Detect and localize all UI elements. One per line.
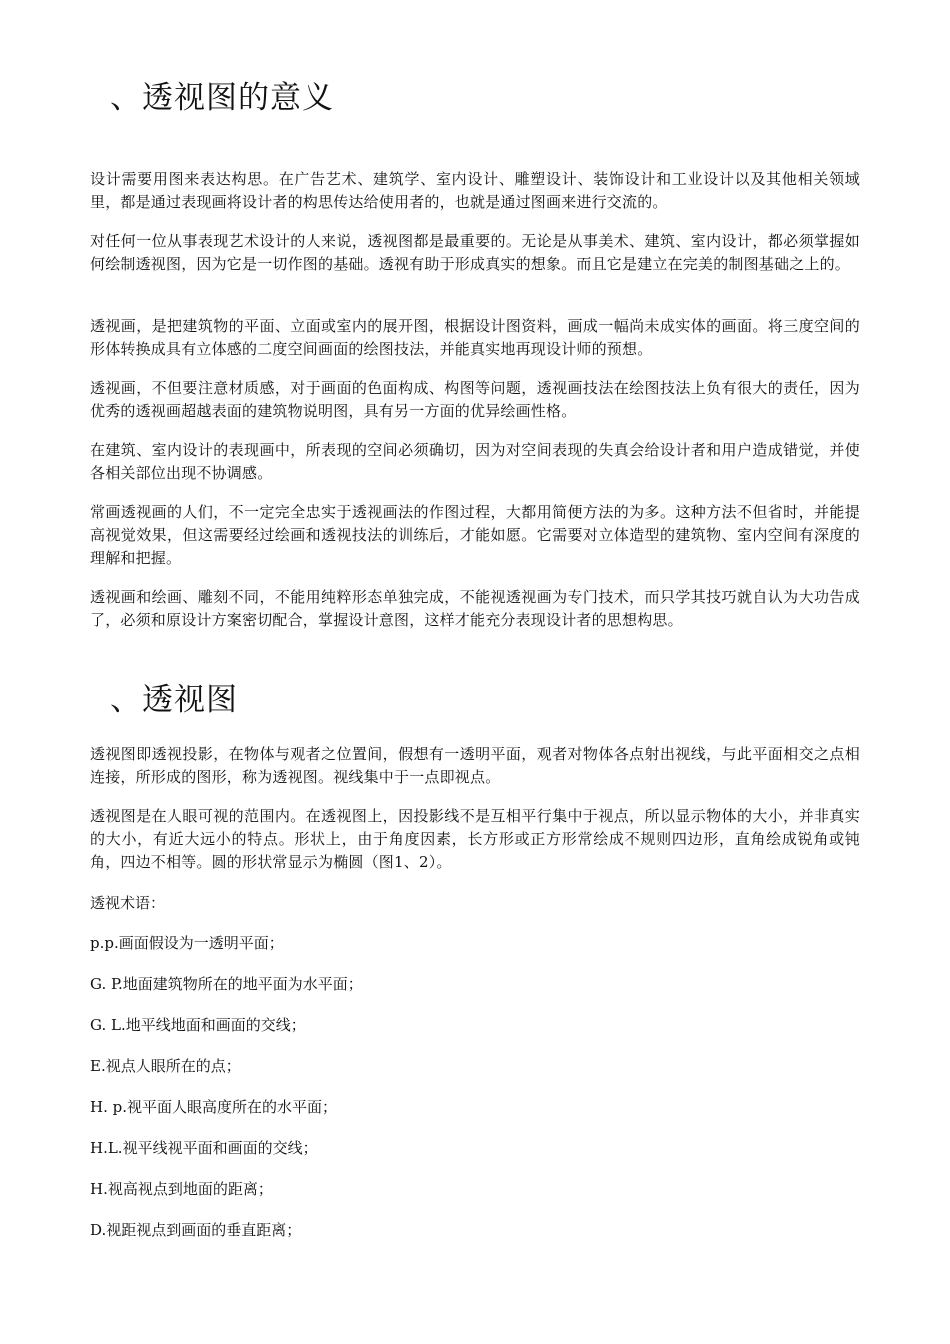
section-heading-meaning: 、透视图的意义 <box>110 80 334 116</box>
paragraph: 设计需要用图来表达构思。在广告艺术、建筑学、室内设计、雕塑设计、装饰设计和工业设计以及其他相关领域里，都是通过表现画将设计者的构思传达给使用者的，也就是通过图画来进行交流的。 <box>90 170 860 211</box>
paragraph: 透视图即透视投影，在物体与观者之位置间，假想有一透明平面，观者对物体各点射出视线，与此平面相交之点相连接，所形成的图形，称为透视图。视线集中于一点即视点。 <box>90 745 860 786</box>
paragraph: 透视画和绘画、雕刻不同，不能用纯粹形态单独完成，不能视透视画为专门技术，而只学其技巧就自认为大功告成了，必须和原设计方案密切配合，掌握设计意图，这样才能充分表现设计者的思想构思。 <box>90 588 860 629</box>
section-heading-perspective: 、透视图 <box>110 682 238 718</box>
term-item: G. P.地面建筑物所在的地平面为水平面； <box>90 975 363 993</box>
paragraph: 在建筑、室内设计的表现画中，所表现的空间必须确切，因为对空间表现的失真会给设计者和用户造成错觉，并使各相关部位出现不协调感。 <box>90 441 860 482</box>
term-item: H.视高视点到地面的距离； <box>90 1180 273 1198</box>
term-item: p.p.画面假设为一透明平面； <box>90 934 284 952</box>
paragraph: 对任何一位从事表现艺术设计的人来说，透视图都是最重要的。无论是从事美术、建筑、室内设计，都必须掌握如何绘制透视图，因为它是一切作图的基础。透视有助于形成真实的想象。而且它是建立在完美的制图基础之上的。 <box>90 232 860 273</box>
term-item: H. p.视平面人眼高度所在的水平面； <box>90 1098 337 1116</box>
term-item: D.视距视点到画面的垂直距离； <box>90 1221 302 1239</box>
term-item: G. L.地平线地面和画面的交线； <box>90 1016 306 1034</box>
paragraph: 透视画，是把建筑物的平面、立面或室内的展开图，根据设计图资料，画成一幅尚未成实体的画面。将三度空间的形体转换成具有立体感的二度空间画面的绘图技法，并能真实地再现设计师的预想。 <box>90 317 860 358</box>
terms-label: 透视术语： <box>90 894 166 912</box>
paragraph: 透视图是在人眼可视的范围内。在透视图上，因投影线不是互相平行集中于视点，所以显示物体的大小，并非真实的大小，有近大远小的特点。形状上，由于角度因素，长方形或正方形常绘成不规则四边形，直角绘成锐角或钝角，四边不相等。圆的形状常显示为椭圆（图1、2）。 <box>90 807 860 871</box>
paragraph: 常画透视画的人们，不一定完全忠实于透视画法的作图过程，大都用简便方法的为多。这种方法不但省时，并能提高视觉效果，但这需要经过绘画和透视技法的训练后，才能如愿。它需要对立体造型的建筑物、室内空间有深度的理解和把握。 <box>90 503 860 567</box>
term-item: H.L.视平线视平面和画面的交线； <box>90 1139 318 1157</box>
paragraph: 透视画，不但要注意材质感，对于画面的色面构成、构图等问题，透视画技法在绘图技法上负有很大的责任，因为优秀的透视画超越表面的建筑物说明图，具有另一方面的优异绘画性格。 <box>90 379 860 420</box>
term-item: E.视点人眼所在的点； <box>90 1057 241 1075</box>
